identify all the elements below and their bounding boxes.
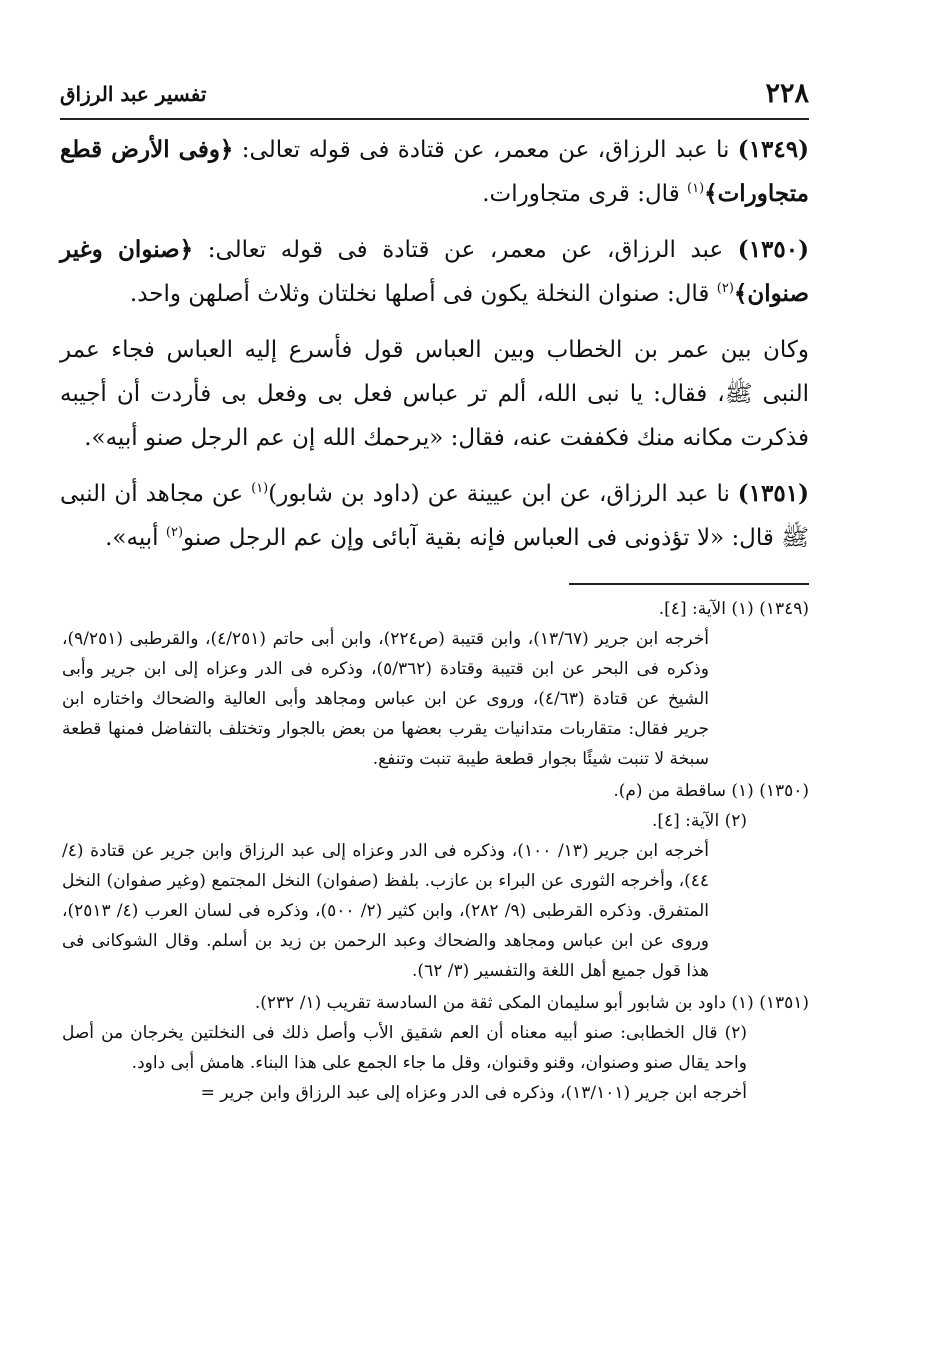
- hadith-text: أبيه».: [105, 525, 166, 551]
- footnote-1350-heading: (١٣٥٠) (١) ساقطة من (م).: [613, 781, 809, 801]
- hadith-text: عن مجاهد أن النبى ﷺ قال: «لا تؤذونى فى العباس فإنه بقية آبائى وإن عم الرجل صنو: [60, 481, 809, 551]
- footnote-ref: (١): [687, 181, 705, 196]
- footnote-1351-last: أخرجه ابن جرير (١٣/١٠١)، وذكره فى الدر وعزاه إلى عبد الرزاق وابن جرير =: [200, 1083, 747, 1103]
- page-header: [60, 78, 809, 114]
- hadith-1350-continued: [60, 328, 809, 460]
- hadith-1349: [60, 128, 809, 216]
- footnote-1349-body: أخرجه ابن جرير (١٣/٦٧)، وابن قتيبة (ص٢٢٤)، وابن أبى حاتم (٤/٢٥١)، والقرطبى (٩/٢٥١)، وذكره فى البحر عن ابن قتيبة وقتادة (٥/٣٦٢)، وذكره فى الدر وعزاه إلى ابن جرير وأبى الشيخ عن قتادة (٤/٦٣)، وروى عن ابن عباس ومجاهد وأبى العالية والضحاك واختاره ابن جرير فقال: متقاربات متدانيات يقرب بعضها من بعض بالجوار وتختلف بالتفاضل فمنها قطعة سبخة لا تنبت شيئًا بجوار قطعة طيبة تنبت وتنفع.: [62, 629, 709, 769]
- hadith-text: نا عبد الرزاق، عن ابن عيينة عن (داود بن شابور): [268, 481, 738, 507]
- footnote-ref: (٢): [716, 281, 734, 296]
- footnote-ref: (١): [251, 481, 269, 496]
- footnote-1351-heading: (١٣٥١) (١) داود بن شابور أبو سليمان المكى ثقة من السادسة تقريب (١/ ٢٣٢).: [254, 993, 809, 1013]
- hadith-text: نا عبد الرزاق، عن معمر، عن قتادة فى قوله تعالى:: [233, 137, 738, 163]
- footnote-1351-sub: (٢) قال الخطابى: صنو أبيه معناه أن العم شقيق الأب وأصل ذلك فى النخلتين يخرجان من أصل واحد يقال صنو وصنوان، وقنو وقنوان، وقل ما جاء الجمع على هذا البناء. هامش أبى داود.: [62, 1023, 747, 1073]
- footnote-1350-body: أخرجه ابن جرير (١٣/ ١٠٠)، وذكره فى الدر وعزاه إلى عبد الرزاق وابن جرير عن قتادة (٤/ ٤٤)، وأخرجه الثورى عن البراء بن عازب. بلفظ (صفوان) النخل المجتمع (وغير صفوان) النخل المتفرق. وذكره القرطبى (٩/ ٢٨٢)، وابن كثير (٢/ ٥٠٠)، وذكره فى لسان العرب (٤/ ٢٥١٣)، وروى عن ابن عباس ومجاهد والضحاك وعبد الرحمن بن زيد بن أسلم. وقال الشوكانى فى هذا قول جميع أهل اللغة والتفسير (٣/ ٦٢).: [62, 841, 709, 981]
- main-text: [60, 128, 809, 572]
- hadith-number: (١٣٥٠): [737, 236, 809, 263]
- page-number: ٢٢٨: [765, 78, 809, 109]
- hadith-number: (١٣٤٩): [737, 136, 809, 163]
- hadith-text: قال: صنوان النخلة يكون فى أصلها نخلتان وثلاث أصلهن واحد.: [129, 281, 717, 307]
- hadith-1350: [60, 228, 809, 316]
- footnote-1350-sub: (٢) الآية: [٤].: [651, 811, 747, 831]
- hadith-1351: [60, 472, 809, 560]
- footnote-1349-heading: (١٣٤٩) (١) الآية: [٤].: [658, 599, 809, 619]
- hadith-number: (١٣٥١): [737, 480, 809, 507]
- hadith-text: وكان بين عمر بن الخطاب وبين العباس قول فأسرع إليه العباس فجاء عمر النبى ﷺ، فقال: يا نبى الله، ألم تر عباس فعل بى وفعل بى فأردت أن أجيبه فذكرت مكانه منك فكففت عنه، فقال: «يرحمك الله إن عم الرجل صنو أبيه».: [60, 337, 809, 451]
- footnotes: [62, 592, 809, 1108]
- hadith-text: عبد الرزاق، عن معمر، عن قتادة فى قوله تعالى:: [193, 237, 738, 263]
- quran-verse: ﴿صنوان وغير صنوان﴾: [60, 236, 809, 307]
- footnote-separator: [569, 583, 809, 585]
- quran-verse: ﴿وفى الأرض قطع متجاورات﴾: [60, 136, 809, 207]
- header-rule: [60, 118, 809, 120]
- running-title: تفسير عبد الرزاق: [60, 82, 207, 106]
- hadith-text: قال: قرى متجاورات.: [482, 181, 687, 207]
- footnote-ref: (٢): [165, 525, 184, 540]
